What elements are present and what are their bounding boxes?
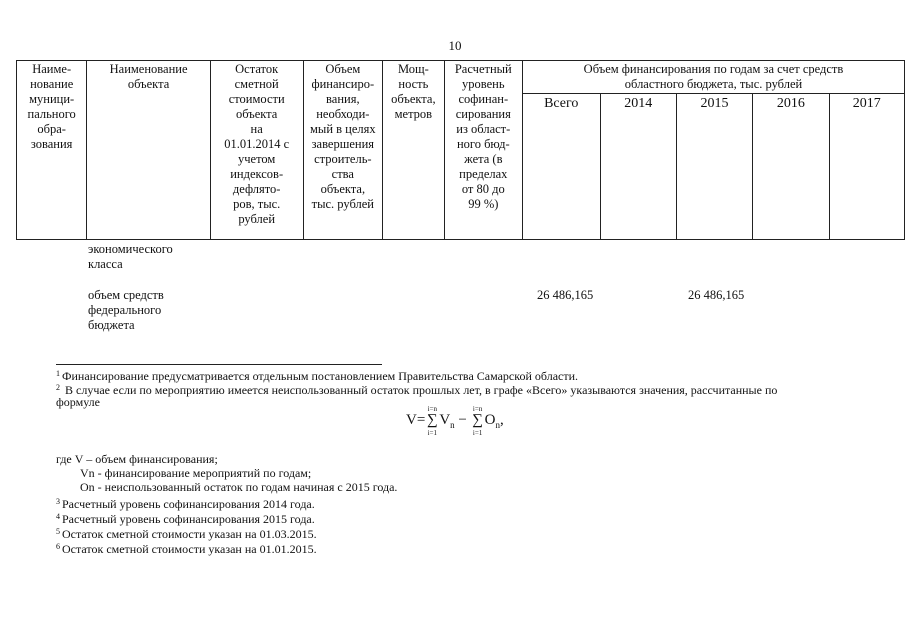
header-year-2014: 2014 [600,94,676,240]
header-municipality: Наиме- нование муници- пального обра- зования [17,61,87,240]
header-capacity: Мощ- ность объекта, метров [383,61,445,240]
header-remaining-cost: Остаток сметной стоимости объекта на 01.01.2014 с учетом индексов- дефлято- ров, тыс. рублей [210,61,303,240]
header-year-2015: 2015 [676,94,752,240]
formula-vn-line: Vn - финансирование мероприятий по годам; [80,466,312,480]
formula-where-line: где V – объем финансирования; [56,452,218,466]
footnote-4: $^4$ Расчетный уровень софинансирования 2015 года. [56,512,315,526]
formula-on-line: On - неиспользованный остаток по годам начиная с 2015 года. [80,480,398,494]
row-label-economic-class: экономического класса [88,242,173,271]
header-year-2017: 2017 [829,94,904,240]
sum-symbol-1: i=n ∑ i=1 [426,405,438,437]
footnote-3: $^3$ Расчетный уровень софинансирования 2014 года. [56,497,315,511]
header-cofinancing-level: Расчетный уровень софинан- сирования из област- ного бюд- жета (в пределах от 80 до 99 %) [444,61,522,240]
row-label-federal-budget: объем средств федерального бюджета [88,288,164,332]
footnote-6: $^6$ Остаток сметной стоимости указан на 01.01.2015. [56,542,317,556]
header-total: Всего [522,94,600,240]
page-number: 10 [448,38,462,53]
sum-symbol-2: i=n ∑ i=1 [472,405,483,437]
header-by-years-group: Объем финансирования по годам за счет средств областного бюджета, тыс. рублей [522,61,904,94]
header-funding-volume: Объем финансиро- вания, необходи- мый в целях завершения строитель- ства объекта, тыс. рублей [303,61,383,240]
funding-table [16,60,905,240]
row-federal-2015-value: 26 486,165 [688,288,745,302]
footnote-2: $^2$ В случае если по мероприятию имеется неиспользованный остаток прошлых лет, в графе «Всего» указываются значения, рассчитанные по [56,383,778,397]
formula: V= i=n ∑ i=1 $V_n$ − i=n ∑ i=1 $O_n$, [406,405,504,437]
footnote-separator [56,364,382,365]
footnote-5: $^5$ Остаток сметной стоимости указан на 01.03.2015. [56,527,317,541]
header-object-name: Наименование объекта [87,61,210,240]
header-year-2016: 2016 [753,94,829,240]
row-federal-total-value: 26 486,165 [537,288,594,302]
footnote-1: $^1$ Финансирование предусматривается отдельным постановлением Правительства Самарской области. [56,369,579,383]
footnote-2-continuation: формуле [56,395,100,409]
